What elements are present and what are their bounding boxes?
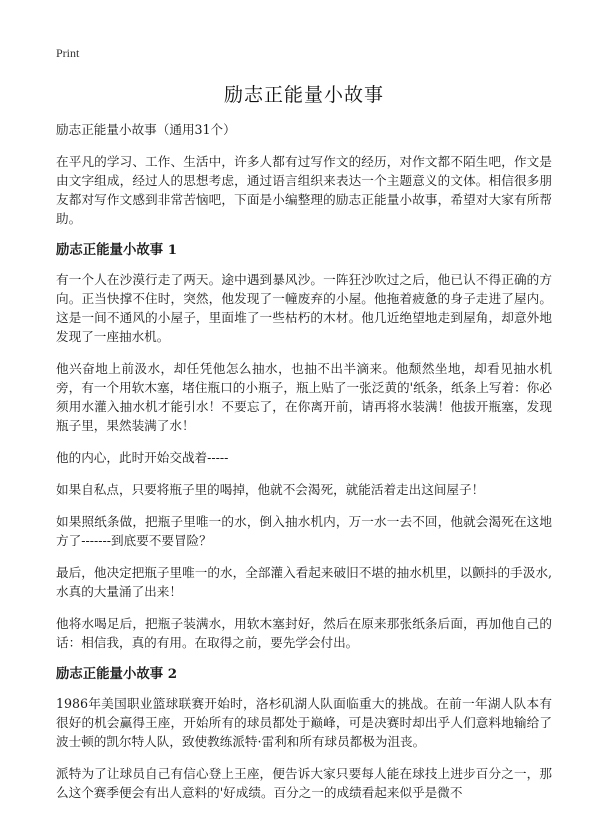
story-1-paragraph-5: 如果照纸条做，把瓶子里唯一的水，倒入抽水机内，万一水一去不回，他就会渴死在这地方了-------到底要不要冒险？: [56, 514, 552, 548]
print-link[interactable]: Print: [56, 46, 80, 60]
story-2-paragraph-2: 派特为了让球员自己有信心登上王座，便告诉大家只要每人能在球技上进步百分之一，那么这个赛季便会有出人意料的'好成绩。百分之一的成绩看起来似乎是微不: [56, 766, 552, 800]
story-1-paragraph-3: 他的内心，此时开始交战着-----: [56, 450, 229, 465]
story-1-paragraph-4: 如果自私点，只要将瓶子里的喝掉，他就不会渴死，就能活着走出这间屋子！: [56, 482, 485, 497]
intro-paragraph: 在平凡的学习、工作、生活中，许多人都有过写作文的经历，对作文都不陌生吧，作文是由文字组成，经过人的思想考虑，通过语言组织来表达一个主题意义的文体。相信很多朋友都对写作文感到非常苦恼吧，下面是小编整理的励志正能量小故事，希望对大家有所帮助。: [56, 154, 552, 226]
section-heading-2: 励志正能量小故事 2: [56, 666, 178, 682]
document-subtitle: 励志正能量小故事（通用31个）: [56, 122, 236, 137]
section-heading-1: 励志正能量小故事 1: [56, 242, 178, 258]
story-1-paragraph-1: 有一个人在沙漠行走了两天。途中遇到暴风沙。一阵狂沙吹过之后，他已认不得正确的方向。正当快撑不住时，突然，他发现了一幢废弃的小屋。他拖着疲惫的身子走进了屋内。这是一间不通风的小屋子，里面堆了一些枯朽的木材。他几近绝望地走到屋角，却意外地发现了一座抽水机。: [56, 272, 552, 344]
document-body: [56, 120, 552, 815]
story-1-paragraph-6: 最后，他决定把瓶子里唯一的水，全部灌入看起来破旧不堪的抽水机里，以颤抖的手汲水,水真的大量涌了出来！: [56, 565, 552, 599]
story-2-paragraph-1: 1986年美国职业篮球联赛开始时，洛杉矶湖人队面临重大的挑战。在前一年湖人队本有很好的机会赢得王座，开始所有的球员都处于巅峰，可是决赛时却出乎人们意料地输给了波士顿的凯尔特人队，致使教练派特·雷利和所有球员都极为沮丧。: [56, 696, 552, 749]
story-1-paragraph-2: 他兴奋地上前汲水，却任凭他怎么抽水，也抽不出半滴来。他颓然坐地，却看见抽水机旁，有一个用软木塞，堵住瓶口的小瓶子，瓶上贴了一张泛黄的'纸条，纸条上写着：你必须用水灌入抽水机才能引水！不要忘了，在你离开前，请再将水装满！他拔开瓶塞，发现瓶子里，果然装满了水！: [56, 361, 552, 433]
story-1-paragraph-7: 他将水喝足后，把瓶子装满水，用软木塞封好，然后在原来那张纸条后面，再加他自己的话：相信我，真的有用。在取得之前，要先学会付出。: [56, 616, 552, 650]
document-title: 励志正能量小故事: [223, 84, 384, 106]
